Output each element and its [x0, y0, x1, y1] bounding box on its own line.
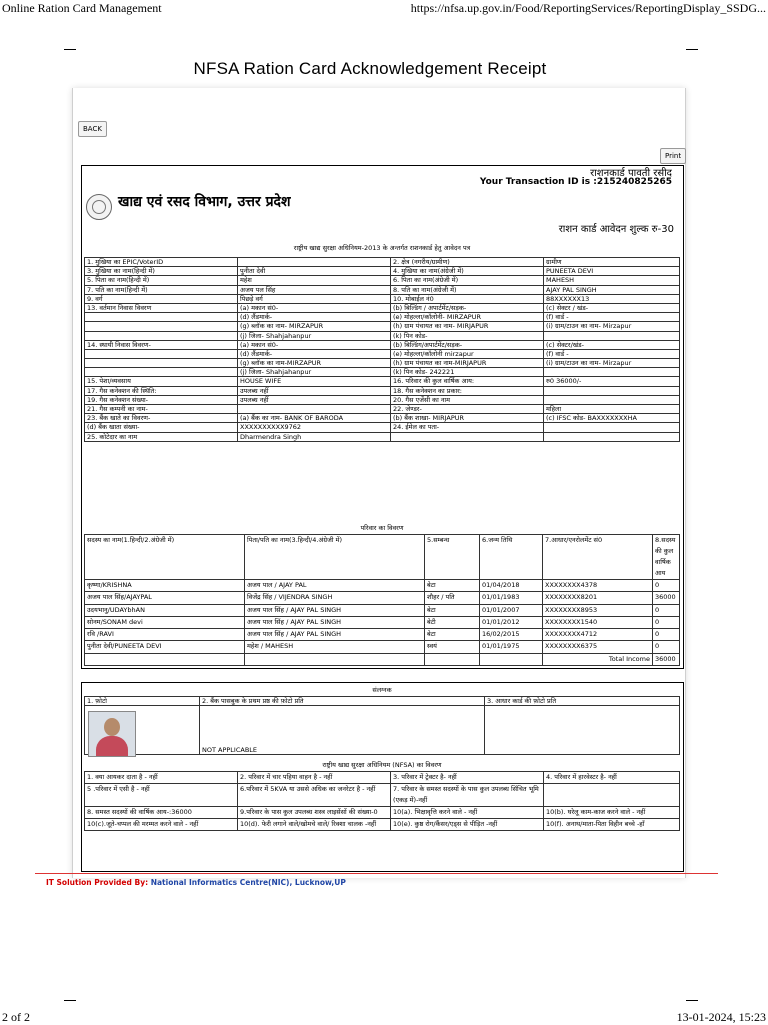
column-header: 7.आधार/एनरोलमेंट सं0	[543, 535, 653, 580]
table-cell	[391, 432, 544, 441]
table-cell: (a) मकान सं0-	[238, 303, 391, 312]
table-cell: (d) लैंडमार्क-	[238, 349, 391, 358]
nfsa-row	[85, 772, 680, 784]
family-header-row	[85, 535, 680, 580]
table-cell: (b) बैंक शाखा- MIRJAPUR	[391, 414, 544, 423]
table-cell	[544, 331, 680, 340]
footer-label: IT Solution Provided By:	[46, 878, 149, 887]
table-cell: XXXXXXXXXX9762	[238, 423, 391, 432]
table-cell: XXXXXXXX8953	[543, 604, 653, 616]
table-cell: 16/02/2015	[480, 629, 543, 641]
table-row	[85, 377, 680, 386]
table-cell: पुनीता देवी/PUNEETA DEVI	[85, 641, 245, 653]
browser-page-title: Online Ration Card Management	[2, 1, 162, 15]
table-cell	[85, 349, 238, 358]
table-cell: 88XXXXXX13	[544, 294, 680, 303]
table-cell: (h) ग्राम पंचायत का नाम-MIRJAPUR	[391, 359, 544, 368]
table-cell: XXXXXXXX8201	[543, 592, 653, 604]
table-cell: 7. पति का नाम(हिन्दी में)	[85, 285, 238, 294]
table-cell: 18. गैस कनेक्शन का प्रकार:	[391, 386, 544, 395]
table-cell: 21. गैस कम्पनी का नाम-	[85, 405, 238, 414]
family-row	[85, 604, 680, 616]
attachment-bank-label: 2. बैंक पासबुक के प्रथम प्रष्ठ की फ़ोटो प्रति	[200, 697, 485, 706]
table-cell	[544, 423, 680, 432]
nfsa-cell: 2. परिवार में चार पहिया वाहन है - नहीं	[238, 772, 391, 784]
department-name: खाद्य एवं रसद विभाग, उत्तर प्रदेश	[118, 194, 291, 210]
nfsa-row	[85, 807, 680, 819]
table-cell: (a) मकान सं0-	[238, 340, 391, 349]
table-cell: (c) सेक्टर / खंड-	[544, 303, 680, 312]
table-cell: (e) मोहल्ला/कॉलोनी- MIRZAPUR	[391, 313, 544, 322]
table-cell	[245, 653, 425, 665]
table-cell: (b) बिल्डिंग / अपार्टमेंट/सड़क-	[391, 303, 544, 312]
table-cell: (h) ग्राम पंचायत का नाम- MIRJAPUR	[391, 322, 544, 331]
table-cell: (c) सेक्टर/खंड-	[544, 340, 680, 349]
table-cell: बेटा	[425, 629, 480, 641]
divider	[64, 1000, 76, 1001]
print-button[interactable]: Print	[660, 148, 686, 164]
table-cell: 16. परिवार की कुल वार्षिक आय:	[391, 377, 544, 386]
nfsa-cell: 10(a). भिक्षावृत्ति करने वाले - नहीं	[391, 807, 544, 819]
table-cell: 13. वर्तमान निवास विवरण	[85, 303, 238, 312]
table-cell	[85, 368, 238, 377]
transaction-id: Your Transaction ID is :215240825265	[479, 177, 672, 187]
attachment-photo-label: 1. फ़ोटो	[85, 697, 200, 706]
nfsa-cell: 10(b). घरेलू काम-काज करने वाले - नहीं	[544, 807, 680, 819]
nfsa-row	[85, 784, 680, 807]
family-row	[85, 592, 680, 604]
table-row	[85, 423, 680, 432]
family-table	[84, 534, 680, 666]
table-cell: 17. गैस कनेक्शन की स्थिति:	[85, 386, 238, 395]
nfsa-row	[85, 819, 680, 831]
table-cell: महेश / MAHESH	[245, 641, 425, 653]
nfsa-cell: 3. परिवार में ट्रेक्टर है- नहीं	[391, 772, 544, 784]
attachment-table	[84, 696, 680, 755]
nfsa-cell: 6.परिवार में 5KVA या उससे अधिक का जनरेटर है - नहीं	[238, 784, 391, 807]
nfsa-table	[84, 771, 680, 831]
table-cell	[480, 653, 543, 665]
table-cell: उपलब्ध नहीं	[238, 386, 391, 395]
table-cell	[544, 395, 680, 404]
table-row	[85, 313, 680, 322]
divider	[686, 1000, 698, 1001]
table-cell: XXXXXXXX6375	[543, 641, 653, 653]
table-cell: ग्रामीण	[544, 258, 680, 267]
table-row	[85, 258, 680, 267]
table-cell	[544, 386, 680, 395]
table-cell: (f) वार्ड -	[544, 313, 680, 322]
table-cell: 36000	[653, 592, 680, 604]
divider	[64, 49, 76, 50]
table-cell: 4. मुखिया का नाम(अंग्रेजी में)	[391, 267, 544, 276]
table-cell	[544, 368, 680, 377]
footer-divider	[35, 873, 718, 874]
table-cell: बेटा	[425, 580, 480, 592]
table-cell	[85, 331, 238, 340]
table-row	[85, 285, 680, 294]
nfsa-cell: 10(d). फेरी लगाने वाले/खोमचे वाले/ रिक्शा चालक -नहीं	[238, 819, 391, 831]
family-row	[85, 629, 680, 641]
table-cell: बेटी	[425, 616, 480, 628]
table-cell: सोनम/SONAM devi	[85, 616, 245, 628]
table-cell	[544, 432, 680, 441]
table-cell: 14. स्थायी निवास विवरण-	[85, 340, 238, 349]
table-cell: कृष्णा/KRISHNA	[85, 580, 245, 592]
table-cell: शौहर / पति	[425, 592, 480, 604]
table-cell: (d) बैंक खाता संख्या-	[85, 423, 238, 432]
table-cell: 0	[653, 629, 680, 641]
table-cell: 8. पति का नाम(अंग्रेजी में)	[391, 285, 544, 294]
nfsa-cell: 10(f). अनाथ/माता-पिता विहीन बच्चे -हाँ	[544, 819, 680, 831]
table-cell: अजय पल सिंह	[238, 285, 391, 294]
table-cell: महेश	[238, 276, 391, 285]
table-cell: (k) पिन कोड-	[391, 331, 544, 340]
table-cell: रु0 36000/-	[544, 377, 680, 386]
table-cell: PUNEETA DEVI	[544, 267, 680, 276]
table-row	[85, 405, 680, 414]
table-cell: विजेंद्र सिंह / VIJENDRA SINGH	[245, 592, 425, 604]
column-header: 5.सम्बन्ध	[425, 535, 480, 580]
table-cell: 1. मुखिया का EPIC/VoterID	[85, 258, 238, 267]
table-row	[85, 276, 680, 285]
table-cell: अजय पाल सिंह / AJAY PAL SINGH	[245, 629, 425, 641]
table-cell: (d) लैंडमार्क-	[238, 313, 391, 322]
table-cell: अजय पाल सिंह/AJAYPAL	[85, 592, 245, 604]
fee-label: राशन कार्ड आवेदन शुल्क रु-30	[558, 224, 674, 235]
attachment-title: संलग्नक	[372, 686, 392, 694]
table-cell: महिला	[544, 405, 680, 414]
print-date: 13-01-2024, 15:23	[676, 1010, 766, 1024]
total-row	[85, 653, 680, 665]
receipt-heading: राशनकार्ड पावती रसीद	[590, 168, 672, 179]
footer-link[interactable]: National Informatics Centre(NIC), Lucknow,UP	[150, 878, 346, 887]
table-cell: MAHESH	[544, 276, 680, 285]
table-cell: 01/01/2007	[480, 604, 543, 616]
table-cell: HOUSE WIFE	[238, 377, 391, 386]
table-cell: (a) बैंक का नाम- BANK OF BARODA	[238, 414, 391, 423]
table-row	[85, 395, 680, 404]
table-row	[85, 331, 680, 340]
table-row	[85, 359, 680, 368]
table-cell: 2. क्षेत्र (नगरीय/ग्रामीण)	[391, 258, 544, 267]
table-cell: पुनीता देवी	[238, 267, 391, 276]
table-cell: (g) ब्लॉक का नाम-MIRZAPUR	[238, 359, 391, 368]
table-cell: 01/04/2018	[480, 580, 543, 592]
table-cell: 3. मुखिया का नाम(हिन्दी में)	[85, 267, 238, 276]
column-header: 8.सदस्य की कुल वार्षिक आय	[653, 535, 680, 580]
table-cell: (b) बिल्डिंग/अपार्टमेंट/सड़क-	[391, 340, 544, 349]
table-cell: 9. वर्ग	[85, 294, 238, 303]
browser-url: https://nfsa.up.gov.in/Food/ReportingServices/ReportingDisplay_SSDG...	[410, 1, 766, 15]
table-cell: उपलब्ध नहीं	[238, 395, 391, 404]
nfsa-cell: 9.परिवार के पास कुल उपलब्ध शस्त्र लाइसेंसों की संख्या-0	[238, 807, 391, 819]
table-cell: 23. बैंक खाते का विवरण-	[85, 414, 238, 423]
attachment-aadhaar-label: 3. आधार कार्ड की फ़ोटो प्रति	[485, 697, 680, 706]
table-cell: 6. पिता का नाम(अंग्रेजी में)	[391, 276, 544, 285]
table-cell: अजय पाल सिंह / AJAY PAL SINGH	[245, 616, 425, 628]
table-cell: XXXXXXXX4378	[543, 580, 653, 592]
table-cell	[238, 258, 391, 267]
table-row	[85, 303, 680, 312]
table-cell: (c) IFSC कोड- BAXXXXXXXHA	[544, 414, 680, 423]
table-row	[85, 414, 680, 423]
family-row	[85, 616, 680, 628]
table-cell	[85, 322, 238, 331]
applicant-photo	[88, 711, 136, 757]
table-cell: 0	[653, 580, 680, 592]
table-cell: अजय पाल / AJAY PAL	[245, 580, 425, 592]
footer-credit	[46, 878, 346, 887]
table-cell: पिछड़े वर्ग	[238, 294, 391, 303]
table-cell: रवि /RAVI	[85, 629, 245, 641]
up-emblem-icon	[86, 194, 112, 220]
table-row	[85, 294, 680, 303]
nfsa-cell: 4. परिवार में हारवेस्टर है- नहीं	[544, 772, 680, 784]
table-cell: बेटा	[425, 604, 480, 616]
table-cell: 25. कोटेदार का नाम	[85, 432, 238, 441]
nfsa-cell: 10(e). कुष्ठ रोग/कैंसर/एड्स से पीड़ित -नहीं	[391, 819, 544, 831]
table-cell: 10. मोबाईल नं0	[391, 294, 544, 303]
nfsa-cell: 5 .परिवार में एसी है - नहीं	[85, 784, 238, 807]
divider	[686, 49, 698, 50]
table-cell: (i) ग्राम/टाउन का नाम- Mirzapur	[544, 322, 680, 331]
table-cell: XXXXXXXX4712	[543, 629, 653, 641]
table-cell: AJAY PAL SINGH	[544, 285, 680, 294]
table-row	[85, 340, 680, 349]
table-cell: (j) जिला- Shahjahanpur	[238, 368, 391, 377]
back-button[interactable]: BACK	[78, 121, 107, 137]
table-cell: 0	[653, 641, 680, 653]
family-section-title: परिवार का विवरण	[360, 524, 404, 532]
column-header: सदस्य का नाम(1.हिन्दी/2.अंग्रेजी में)	[85, 535, 245, 580]
table-cell: 01/01/2012	[480, 616, 543, 628]
table-row	[85, 368, 680, 377]
table-cell	[85, 653, 245, 665]
table-cell: 0	[653, 604, 680, 616]
table-cell	[85, 359, 238, 368]
page-number: 2 of 2	[2, 1010, 30, 1024]
table-cell: Dharmendra Singh	[238, 432, 391, 441]
table-cell: 24. ईमेल का पता-	[391, 423, 544, 432]
table-cell	[425, 653, 480, 665]
table-cell: (g) ब्लॉक का नाम- MIRZAPUR	[238, 322, 391, 331]
table-cell: स्वयं	[425, 641, 480, 653]
table-cell: 19. गैस कनेक्शन संख्या-	[85, 395, 238, 404]
table-cell: (f) वार्ड -	[544, 349, 680, 358]
family-row	[85, 641, 680, 653]
total-label: Total Income	[543, 653, 653, 665]
table-cell	[85, 313, 238, 322]
table-row	[85, 386, 680, 395]
table-cell: (e) मोहल्ला/कॉलोनी mirzapur	[391, 349, 544, 358]
table-cell: 22. जेण्डर-	[391, 405, 544, 414]
table-cell: XXXXXXXX1540	[543, 616, 653, 628]
table-cell: 0	[653, 616, 680, 628]
table-cell: 5. पिता का नाम(हिन्दी में)	[85, 276, 238, 285]
total-value: 36000	[653, 653, 680, 665]
not-applicable-text: NOT APPLICABLE	[200, 706, 485, 755]
table-cell: 01/01/1983	[480, 592, 543, 604]
table-cell: (k) पिन कोड- 242221	[391, 368, 544, 377]
page-title: NFSA Ration Card Acknowledgement Receipt	[193, 59, 547, 78]
table-row	[85, 349, 680, 358]
section-title: राष्ट्रीय खाद्य सुरक्षा अधिनियम-2013 के अन्तर्गत राशनकार्ड हेतु आवेदन पत्र	[293, 244, 471, 252]
column-header: पिता/पति का नाम(3.हिन्दी/4.अंग्रेजी में)	[245, 535, 425, 580]
table-cell: उदयभानु/UDAYbhAN	[85, 604, 245, 616]
family-row	[85, 580, 680, 592]
table-cell: (j) जिला- Shahjahanpur	[238, 331, 391, 340]
table-row	[85, 432, 680, 441]
table-cell: 15. पेशा/व्यवसाय	[85, 377, 238, 386]
nfsa-cell: 1. क्या आयकर दाता है - नहीं	[85, 772, 238, 784]
nfsa-section-title: राष्ट्रीय खाद्य सुरक्षा अधिनियम (NFSA) का विवरण	[322, 761, 442, 769]
table-cell: 01/01/1975	[480, 641, 543, 653]
nfsa-cell: 10(c).जूते-चप्पल की मरम्मत करने वाले - नहीं	[85, 819, 238, 831]
nfsa-cell: 8. समस्त सदस्यों की वार्षिक आय-:36000	[85, 807, 238, 819]
table-cell	[238, 405, 391, 414]
table-row	[85, 267, 680, 276]
nfsa-cell: 7. परिवार के समस्त सदस्यों के पास कुल उपलब्ध सिंचित भूमि (एकड़ में)-नहीं	[391, 784, 544, 807]
nfsa-cell	[544, 784, 680, 807]
table-cell: अजय पाल सिंह / AJAY PAL SINGH	[245, 604, 425, 616]
applicant-table	[84, 257, 680, 442]
table-cell: 20. गैस एजेंसी का नाम	[391, 395, 544, 404]
table-cell: (i) ग्राम/टाउन का नाम- Mirzapur	[544, 359, 680, 368]
column-header: 6.जन्म तिथि	[480, 535, 543, 580]
table-row	[85, 322, 680, 331]
